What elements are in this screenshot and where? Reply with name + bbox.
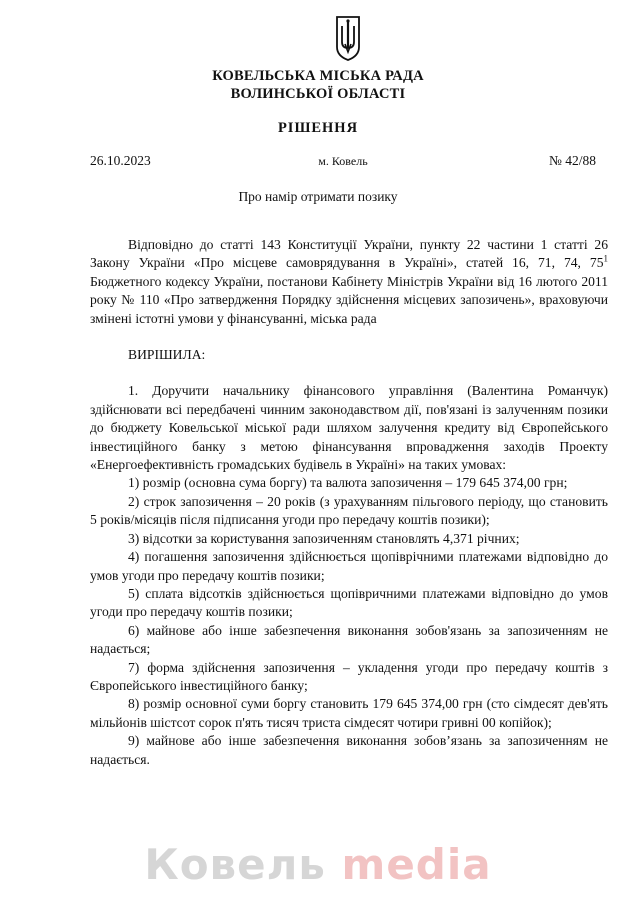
document-meta bbox=[90, 153, 596, 171]
list-item: 4) погашення запозичення здійснюється щопіврічними платежами відповідно до умов угоди про передачу коштів позики; bbox=[90, 549, 608, 583]
decided-heading: ВИРІШИЛА: bbox=[128, 347, 206, 363]
watermark-logo: Ковель media bbox=[144, 840, 492, 889]
council-name: КОВЕЛЬСЬКА МІСЬКА РАДА bbox=[212, 68, 424, 84]
list-item: 1. Доручити начальнику фінансового управління (Валентина Романчук) здійснювати всі передбачені чинним законодавством дії, пов'язані із залученням позики до бюджету Ковельської міської ради шляхом залучення кредиту від Європейського інвестиційного банку з метою фінансування впровадження заходів Проекту «Енергоефективність громадських будівель в Україні» на таких умовах: bbox=[90, 383, 608, 473]
list-item: 8) розмір основної суми боргу становить 179 645 374,00 грн (сто сімдесят дев'ять мільйонів шістсот сорок п'ять тисяч триста сімдесят чотири гривні 00 копійок); bbox=[90, 696, 608, 730]
council-region: ВОЛИНСЬКОЇ ОБЛАСТІ bbox=[230, 86, 406, 102]
preamble-paragraph: Відповідно до статті 143 Конституції України, пункту 22 частини 1 статті 26 Закону України «Про місцеве самоврядування в Україні», статей 16, 71, 74, $75^1$ Бюджетного кодексу України, постанови Кабінету Міністрів України від 16 лютого 2011 року № 110 «Про затвердження Порядку здійснення місцевих запозичень», враховуючи змінені істотні умови у фінансуванні, міська рада bbox=[90, 237, 608, 326]
document-date: 26.10.2023 bbox=[90, 153, 151, 168]
list-item: 7) форма здійснення запозичення – укладення угоди про передачу коштів з Європейського інвестиційного банку; bbox=[90, 659, 608, 693]
trident-emblem-icon bbox=[333, 14, 363, 62]
list-item: 3) відсотки за користування запозиченням становлять 4,371 річних; bbox=[128, 530, 520, 546]
list-item: 1) розмір (основна сума боргу) та валюта запозичення – 179 645 374,00 грн; bbox=[128, 475, 568, 491]
list-item: 6) майнове або інше забезпечення виконання зобов'язань за запозиченням не надається; bbox=[90, 622, 608, 657]
list-item: 2) строк запозичення – 20 років (з урахуванням пільгового періоду, що становить 5 років/місяців після підписання угоди про передачу коштів позики); bbox=[90, 493, 608, 528]
document-number: № 42/88 bbox=[548, 153, 596, 168]
document-city: м. Ковель bbox=[318, 154, 368, 168]
document-body bbox=[90, 236, 608, 769]
document-type-title: РІШЕННЯ bbox=[277, 120, 359, 136]
document-subject: Про намір отримати позику bbox=[238, 189, 398, 204]
list-item: 5) сплата відсотків здійснюється щопівричними платежами відповідно до умов угоди про передачу коштів позики; bbox=[90, 585, 608, 620]
list-item: 9) майнове або інше забезпечення виконання зобов’язань за запозиченням не надається. bbox=[90, 733, 608, 767]
